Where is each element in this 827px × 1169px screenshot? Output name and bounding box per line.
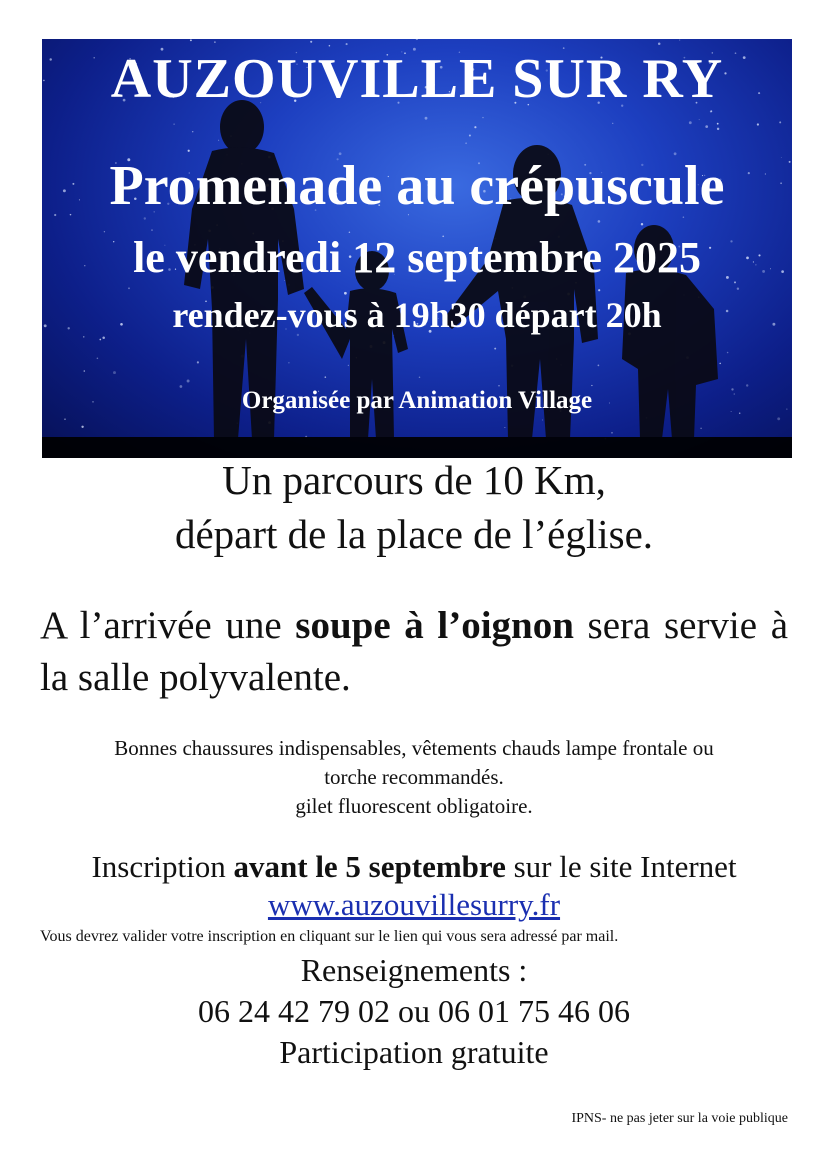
star xyxy=(727,352,729,354)
star xyxy=(64,419,65,420)
star xyxy=(641,223,643,225)
registration-deadline: avant le 5 septembre xyxy=(233,849,506,884)
registration-text xyxy=(40,848,788,886)
equipment-line: Bonnes chaussures indispensables, vêtements chauds lampe frontale ou xyxy=(114,736,714,760)
star xyxy=(658,42,661,45)
star xyxy=(757,123,759,125)
star xyxy=(99,339,101,341)
star xyxy=(474,126,476,128)
star xyxy=(102,337,105,340)
registration-block xyxy=(40,848,788,924)
village-name: AUZOUVILLE SUR RY xyxy=(110,48,724,110)
route-distance: Un parcours de 10 Km, xyxy=(222,457,606,503)
star xyxy=(705,125,708,128)
event-title: Promenade au crépuscule xyxy=(109,155,725,217)
star xyxy=(81,426,83,428)
star xyxy=(679,40,680,41)
star xyxy=(151,229,152,230)
event-organizer: Organisée par Animation Village xyxy=(241,387,593,414)
star xyxy=(346,43,348,45)
star xyxy=(777,417,780,420)
star xyxy=(699,119,700,120)
star xyxy=(416,39,418,40)
star xyxy=(717,128,719,130)
arrival-paragraph xyxy=(40,600,788,704)
star xyxy=(325,376,327,378)
registration-after: sur le site Internet xyxy=(505,849,737,884)
star xyxy=(84,370,86,372)
star xyxy=(188,150,190,152)
star xyxy=(737,287,739,289)
registration-note: Vous devrez valider votre inscription en cliquant sur le lien qui vous sera adressé par mail. xyxy=(40,928,619,945)
info-phones: 06 24 42 79 02 ou 06 01 75 46 06 xyxy=(198,993,630,1029)
website-link[interactable]: www.auzouvillesurry.fr xyxy=(267,887,561,922)
star xyxy=(218,140,219,141)
star xyxy=(719,363,721,365)
star xyxy=(173,123,174,124)
star xyxy=(113,371,116,374)
star xyxy=(214,41,216,43)
star xyxy=(97,358,99,360)
star xyxy=(598,289,600,291)
star xyxy=(192,131,193,132)
route-start: départ de la place de l’église. xyxy=(174,511,654,557)
star xyxy=(542,420,543,421)
star xyxy=(700,428,701,429)
star xyxy=(469,134,471,136)
star xyxy=(197,361,199,363)
star xyxy=(425,117,428,120)
star xyxy=(504,427,505,428)
star xyxy=(591,385,592,386)
star xyxy=(310,41,312,43)
arrival-before: A l’arrivée une xyxy=(40,604,296,647)
info-block xyxy=(40,950,788,1073)
ipns-footer: IPNS- ne pas jeter sur la voie publique xyxy=(571,1111,788,1126)
star xyxy=(187,380,190,383)
star xyxy=(128,287,130,289)
star xyxy=(779,121,781,123)
star xyxy=(482,117,483,118)
star xyxy=(611,432,613,434)
info-price: Participation gratuite xyxy=(279,1034,549,1070)
star xyxy=(717,123,719,125)
event-date: le vendredi 12 septembre 2025 xyxy=(133,233,701,282)
star xyxy=(494,348,496,350)
info-heading: Renseignements : xyxy=(300,952,528,988)
star xyxy=(689,121,692,124)
arrival-after: sera servie à la salle polyvalente. xyxy=(40,604,789,699)
star xyxy=(288,362,289,363)
arrival-highlight: soupe à l’oignon xyxy=(295,604,574,647)
star xyxy=(83,336,84,337)
star xyxy=(348,365,349,366)
equipment-line: torche recommandés. xyxy=(324,765,504,789)
equipment-line: gilet fluorescent obligatoire. xyxy=(295,794,533,818)
star xyxy=(598,220,601,223)
event-banner xyxy=(42,39,792,458)
equipment-notice xyxy=(40,734,788,821)
star xyxy=(465,142,467,144)
star xyxy=(419,376,421,378)
route-description xyxy=(40,453,788,561)
event-time: rendez-vous à 19h30 départ 20h xyxy=(172,295,662,335)
registration-before: Inscription xyxy=(91,849,234,884)
star xyxy=(612,123,613,124)
star xyxy=(190,39,192,41)
star xyxy=(598,365,600,367)
